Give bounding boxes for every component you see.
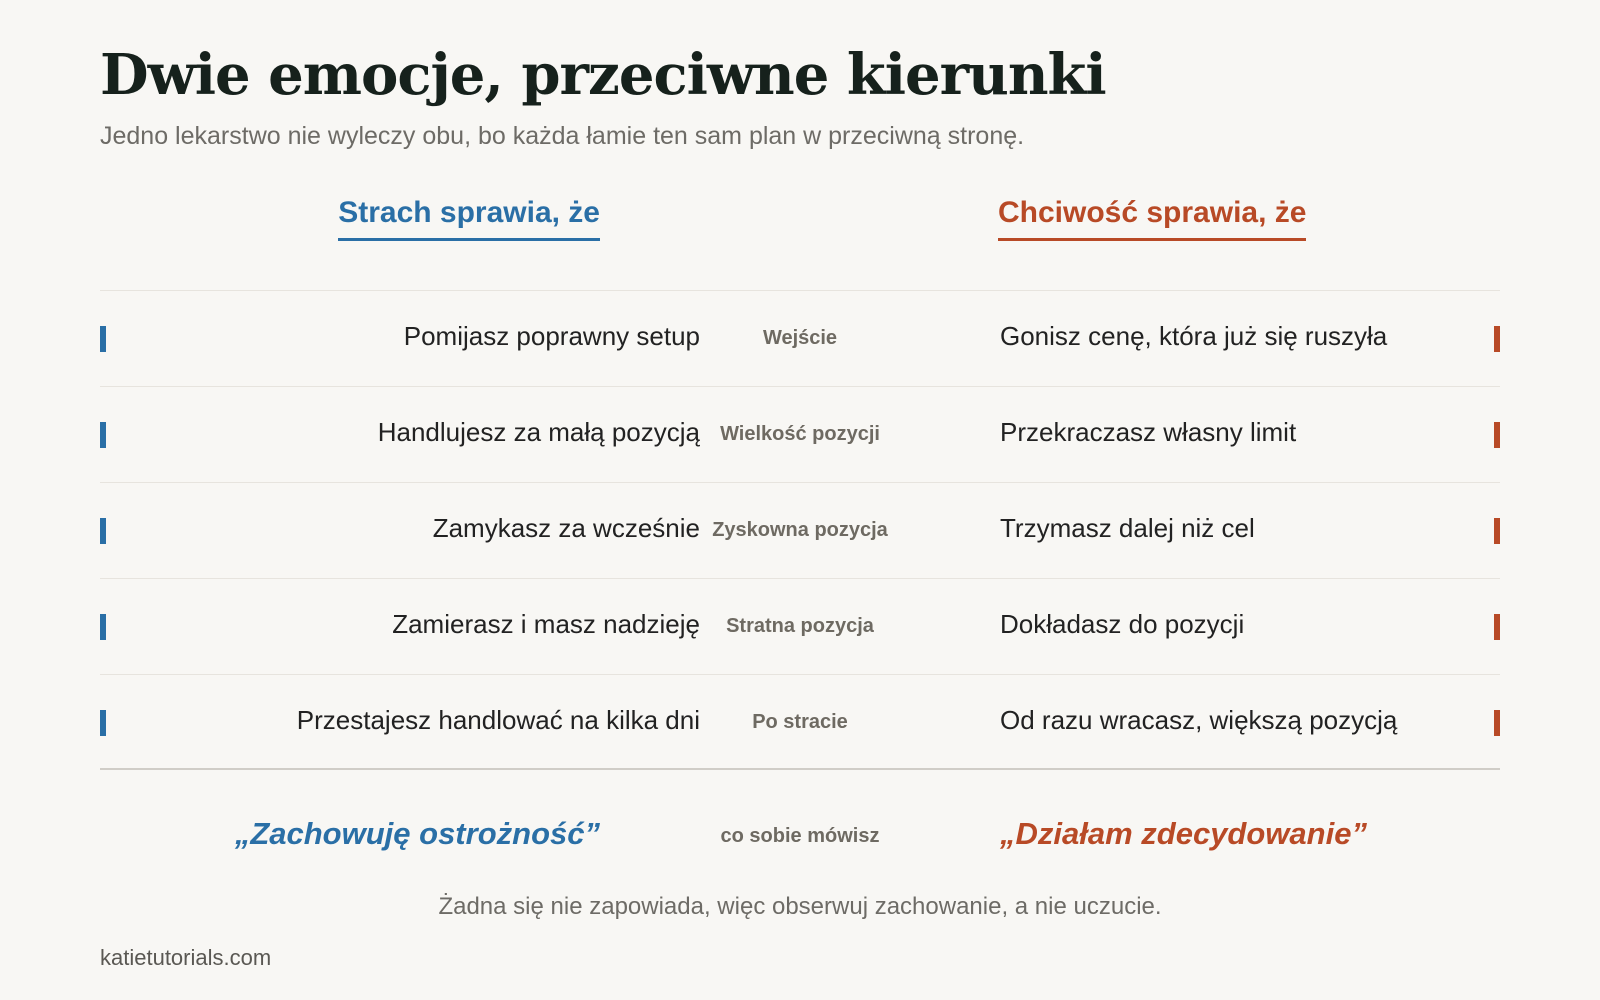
greed-marker bbox=[1494, 326, 1500, 352]
fear-behavior: Przestajesz handlować na kilka dni bbox=[296, 705, 700, 735]
greed-behavior: Przekraczasz własny limit bbox=[1000, 417, 1297, 447]
fear-behavior: Pomijasz poprawny setup bbox=[403, 321, 700, 351]
fear-marker bbox=[100, 614, 106, 640]
table-row bbox=[100, 482, 1500, 578]
fear-marker bbox=[100, 710, 106, 736]
greed-marker bbox=[1494, 422, 1500, 448]
comparison-table bbox=[100, 290, 1500, 770]
site-credit: katietutorials.com bbox=[100, 945, 272, 970]
footer-note: Żadna się nie zapowiada, więc obserwuj zachowanie, a nie uczucie. bbox=[438, 893, 1162, 920]
greed-behavior: Dokładasz do pozycji bbox=[1000, 609, 1245, 639]
table-row bbox=[100, 674, 1500, 770]
stage-label: Zyskowna pozycja bbox=[712, 519, 888, 541]
fear-behavior: Zamierasz i masz nadzieję bbox=[392, 609, 700, 639]
page-title: Dwie emocje, przeciwne kierunki bbox=[100, 42, 1106, 108]
stage-label: Wielkość pozycji bbox=[720, 423, 880, 445]
greed-behavior: Od razu wracasz, większą pozycją bbox=[1000, 705, 1398, 735]
greed-quote: „Działam zdecydowanie” bbox=[1000, 816, 1367, 851]
quote-caption: co sobie mówisz bbox=[720, 825, 880, 847]
fear-behavior: Zamykasz za wcześnie bbox=[432, 513, 700, 543]
page-subtitle: Jedno lekarstwo nie wyleczy obu, bo każda łamie ten sam plan w przeciwną stronę. bbox=[100, 122, 1025, 150]
fear-marker bbox=[100, 326, 106, 352]
greed-marker bbox=[1494, 518, 1500, 544]
stage-label: Wejście bbox=[762, 327, 838, 349]
greed-behavior: Gonisz cenę, która już się ruszyła bbox=[1000, 321, 1388, 351]
greed-marker bbox=[1494, 710, 1500, 736]
greed-column-heading: Chciwość sprawia, że bbox=[998, 196, 1306, 241]
table-row bbox=[100, 386, 1500, 482]
stage-label: Po stracie bbox=[752, 711, 848, 733]
fear-behavior: Handlujesz za małą pozycją bbox=[377, 417, 700, 447]
greed-marker bbox=[1494, 614, 1500, 640]
fear-marker bbox=[100, 422, 106, 448]
fear-column-heading: Strach sprawia, że bbox=[338, 196, 600, 241]
stage-label: Stratna pozycja bbox=[726, 615, 874, 637]
table-row bbox=[100, 578, 1500, 674]
fear-marker bbox=[100, 518, 106, 544]
greed-behavior: Trzymasz dalej niż cel bbox=[1000, 513, 1255, 543]
fear-quote: „Zachowuję ostrożność” bbox=[234, 816, 600, 851]
table-row bbox=[100, 290, 1500, 386]
